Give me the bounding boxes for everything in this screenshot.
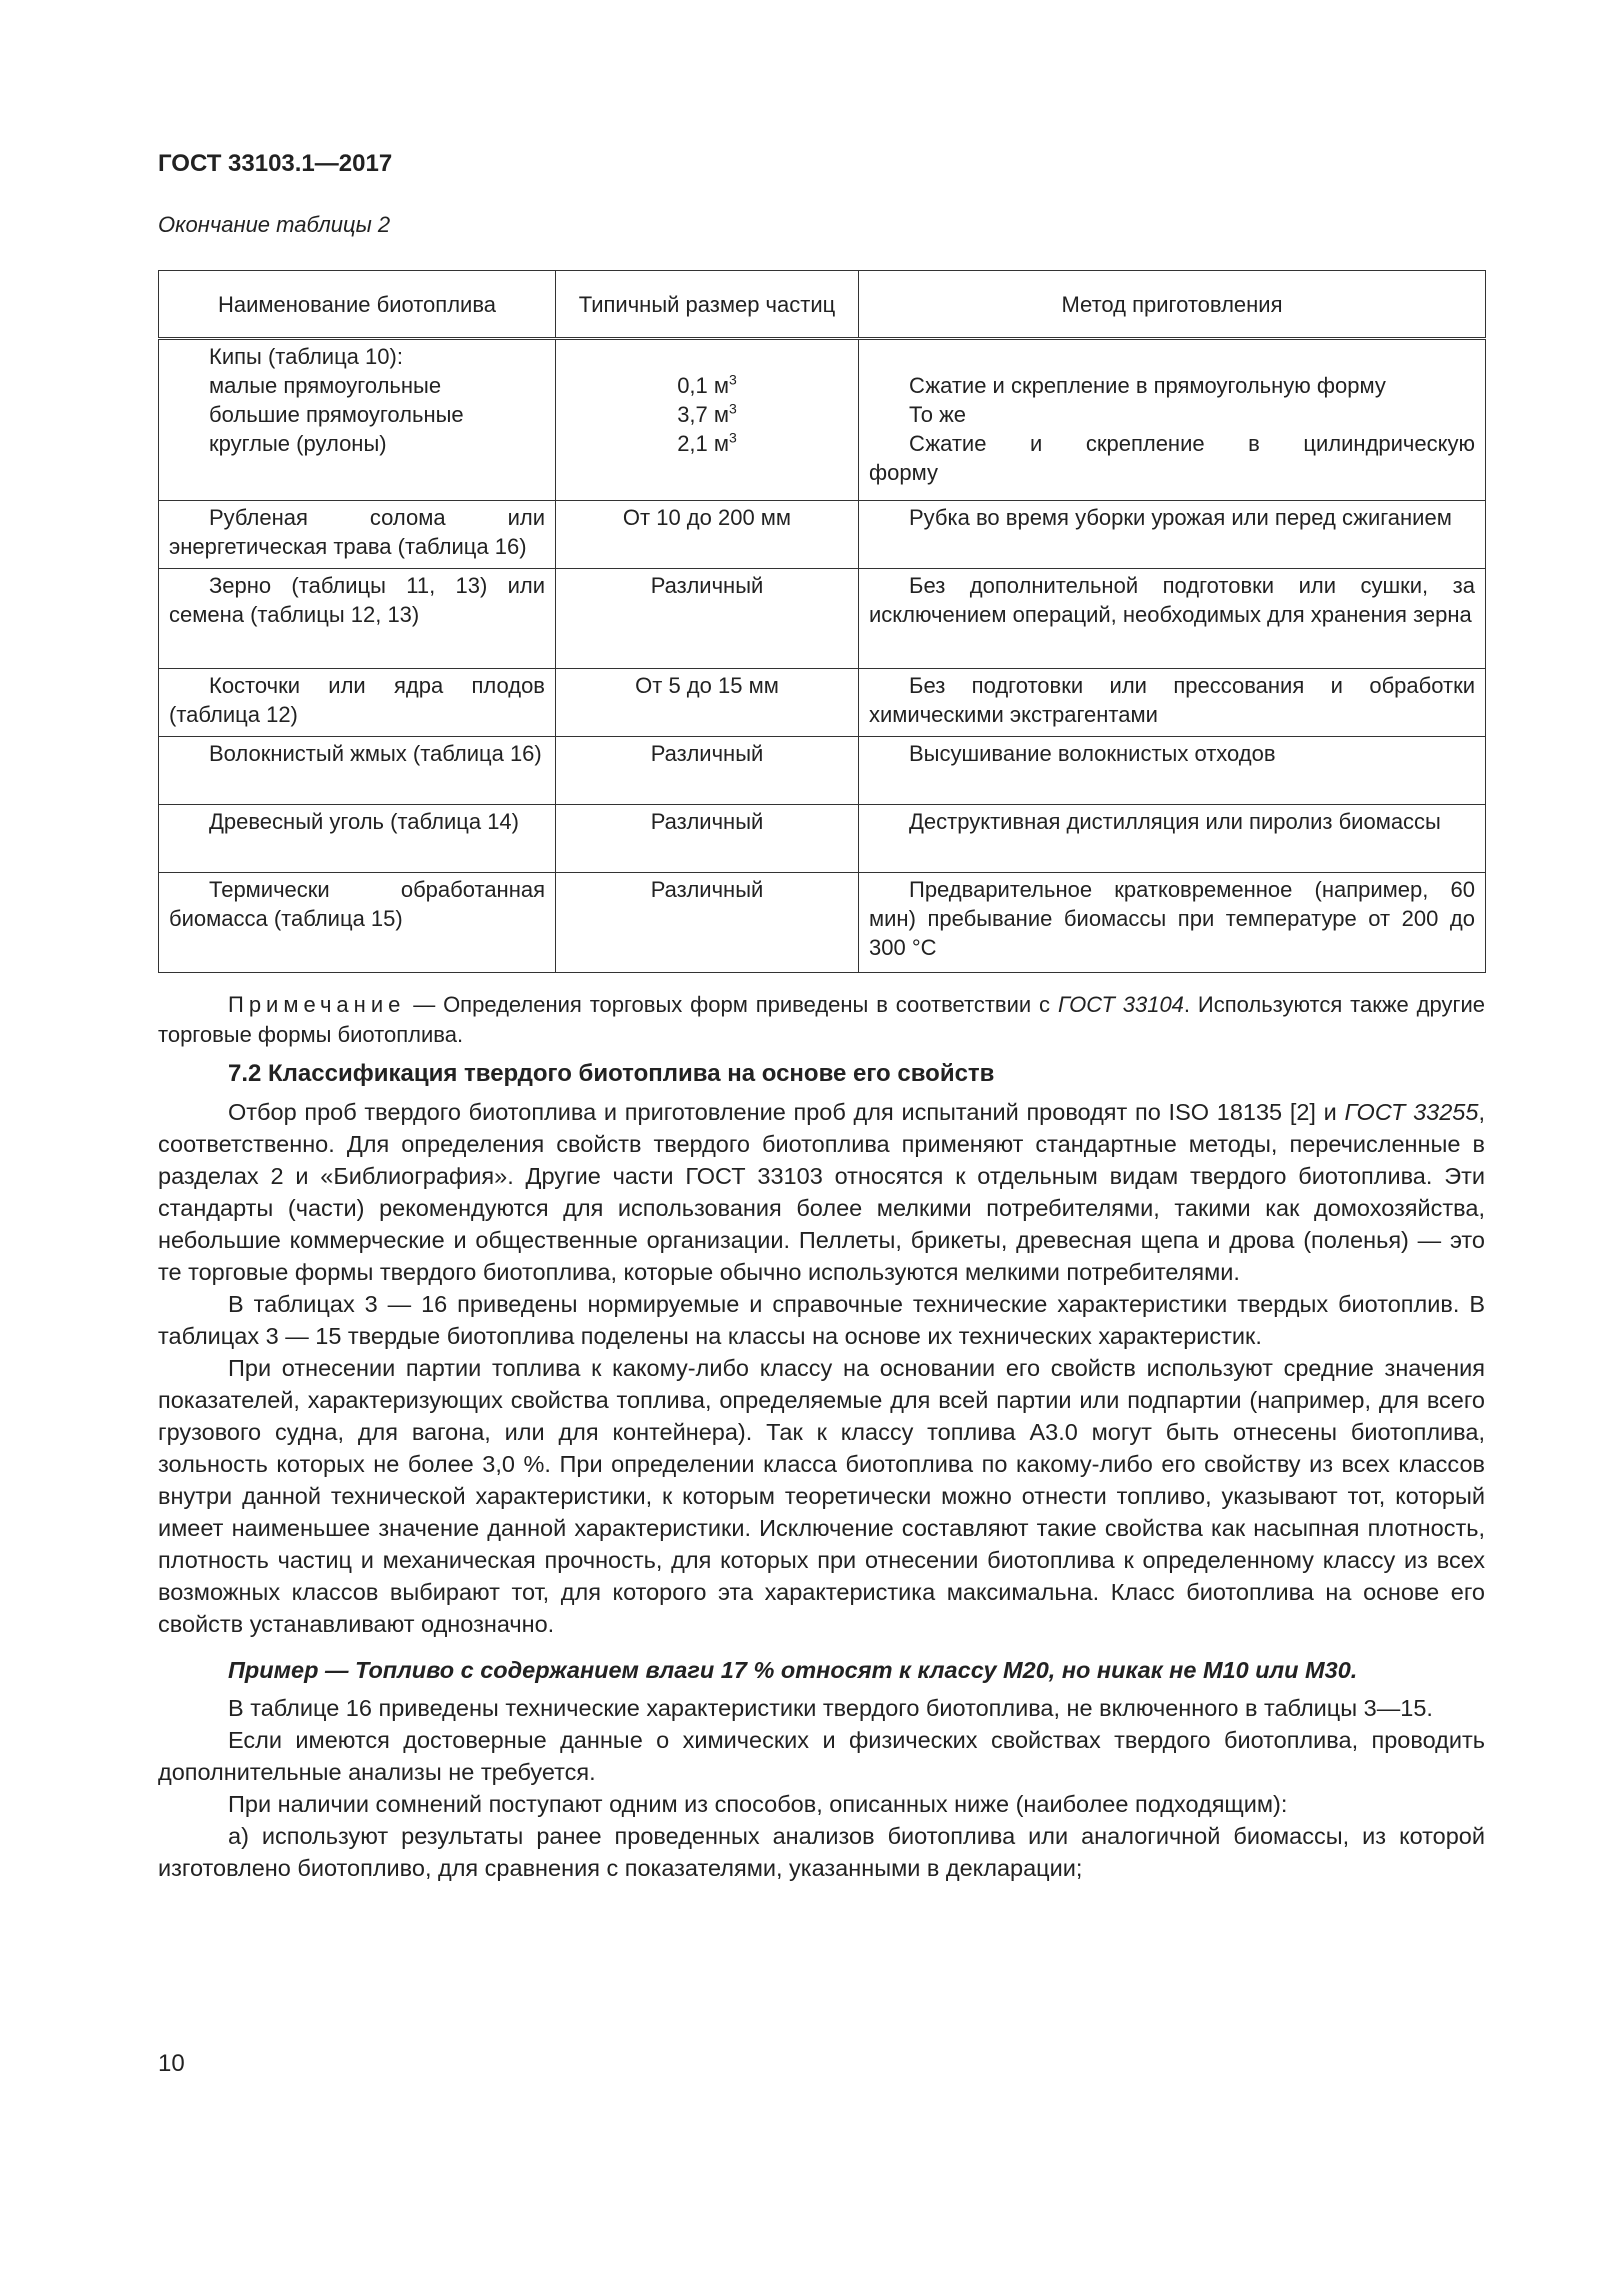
cell-method: Рубка во время уборки урожая или перед сжиганием [859,501,1486,569]
paragraph: В таблице 16 приведены технические характеристики твердого биотоплива, не включенного в таблицы 3—15. [228,1695,1433,1721]
cell-name: Термически обработанная биомасса (таблица 15) [159,873,556,973]
table-caption: Окончание таблицы 2 [158,212,391,237]
cell-size: Различный [556,569,859,669]
header-particle-size: Типичный размер частиц [556,271,859,339]
cell-name: Рубленая солома или энергетическая трава (таблица 16) [159,501,556,569]
paragraph: а) используют результаты ранее проведенных анализов биотоплива или аналогичной биомассы, из которой изготовлено биотопливо, для сравнения с показателями, указанными в декларации; [158,1823,1485,1881]
table-row [159,339,1486,501]
cell-method: Высушивание волокнистых отходов [859,737,1486,805]
size-large: 3,7 $м^3$ [677,400,737,427]
cell-size: От 5 до 15 мм [556,669,859,737]
cell-method: Без дополнительной подготовки или сушки, за исключением операций, необходимых для хранения зерна [859,569,1486,669]
section-title: 7.2 Классификация твердого биотоплива на основе его свойств [228,1060,995,1087]
method-small: Сжатие и скрепление в прямоугольную форму [909,373,1386,398]
size-round: 2,1 $м^3$ [677,429,737,456]
table-row [159,805,1486,873]
page-number: 10 [158,2050,185,2077]
paragraph-reference: ГОСТ 33255 [1344,1099,1479,1125]
header-preparation-method: Метод приготовления [859,271,1486,339]
note-reference: ГОСТ 33104 [1057,992,1184,1017]
table-row [159,501,1486,569]
cell-method: Деструктивная дистилляция или пиролиз биомассы [859,805,1486,873]
size-small: 0,1 $м^3$ [677,371,737,398]
method-round: Сжатие и скрепление в цилиндрическую [909,431,1475,456]
cell-name [159,339,556,501]
paragraph: Отбор проб твердого биотоплива и приготовление проб для испытаний проводят по ISO 18135 [2] и ГОСТ 33255, соответственно. Для определения свойств твердого биотоплива применяют стандартные методы, перечисленные в разделах 2 и «Библиография». Другие части ГОСТ 33103 относятся к отдельным видам твердого биотоплива. Эти стандарты (части) рекомендуются для использования более мелкими потребителями, такими как домохозяйства, небольшие коммерческие и общественные организации. Пеллеты, брикеты, древесная щепа и дрова (поленья) — это те торговые формы твердого биотоплива, которые обычно используются мелкими потребителями. [158,1099,1485,1285]
paragraph: Если имеются достоверные данные о химических и физических свойствах твердого биотоплива, проводить дополнительные анализы не требуется. [158,1727,1485,1785]
method-round-cont: форму [869,460,938,485]
cell-method: Без подготовки или прессования и обработки химическими экстрагентами [859,669,1486,737]
bales-round: круглые (рулоны) [209,431,387,456]
table-note: Примечание — Определения торговых форм приведены в соответствии с ГОСТ 33104. Используются также другие торговые формы биотоплива. [158,992,1486,1047]
bales-small: малые прямоугольные [209,373,442,398]
cell-size: От 10 до 200 мм [556,501,859,569]
main-text [158,990,1485,1884]
paragraph: При наличии сомнений поступают одним из способов, описанных ниже (наиболее подходящим): [228,1791,1288,1817]
cell-name: Волокнистый жмых (таблица 16) [159,737,556,805]
bales-large: большие прямоугольные [209,402,464,427]
cell-size: Различный [556,873,859,973]
paragraph: В таблицах 3 — 16 приведены нормируемые и справочные технические характеристики твердых биотоплив. В таблицах 3 — 15 твердые биотоплива поделены на классы на основе их технических характеристик. [158,1291,1485,1349]
cell-name: Зерно (таблицы 11, 13) или семена (таблицы 12, 13) [159,569,556,669]
document-code: ГОСТ 33103.1—2017 [158,150,393,177]
table-row [159,737,1486,805]
header-biofuel-name: Наименование биотоплива [159,271,556,339]
biofuel-table [158,270,1486,973]
cell-size: Различный [556,805,859,873]
cell-name: Косточки или ядра плодов (таблица 12) [159,669,556,737]
table-row [159,569,1486,669]
cell-method [859,339,1486,501]
cell-size: Различный [556,737,859,805]
cell-size [556,339,859,501]
paragraph: При отнесении партии топлива к какому-либо классу на основании его свойств используют средние значения показателей, характеризующих свойства топлива, определяемые для всей партии или подпартии (например, для всего грузового судна, для вагона, или для контейнера). Так к классу топлива А3.0 могут быть отнесены биотоплива, зольность которых не более 3,0 %. При определении класса биотоплива по какому-либо его свойству из всех классов внутри данной технической характеристики, к которым теоретически можно отнести топливо, указывают тот, который имеет наименьшее значение данной характеристики. Исключение составляют такие свойства как насыпная плотность, плотность частиц и механическая прочность, для которых при отнесении биотоплива к определенному классу из всех возможных классов выбирают тот, для которого эта характеристика максимальна. Класс биотоплива на основе его свойств устанавливают однозначно. [158,1355,1485,1637]
table-row [159,873,1486,973]
table-header-row [159,271,1486,339]
bales-title: Кипы (таблица 10): [209,344,403,369]
method-large: То же [909,402,967,427]
cell-name: Древесный уголь (таблица 14) [159,805,556,873]
example-text: Пример — Топливо с содержанием влаги 17 % относят к классу М20, но никак не М10 или М30. [228,1657,1358,1683]
table-row [159,669,1486,737]
cell-method: Предварительное кратковременное (например, 60 мин) пребывание биомассы при температуре от 200 до 300 °С [859,873,1486,973]
